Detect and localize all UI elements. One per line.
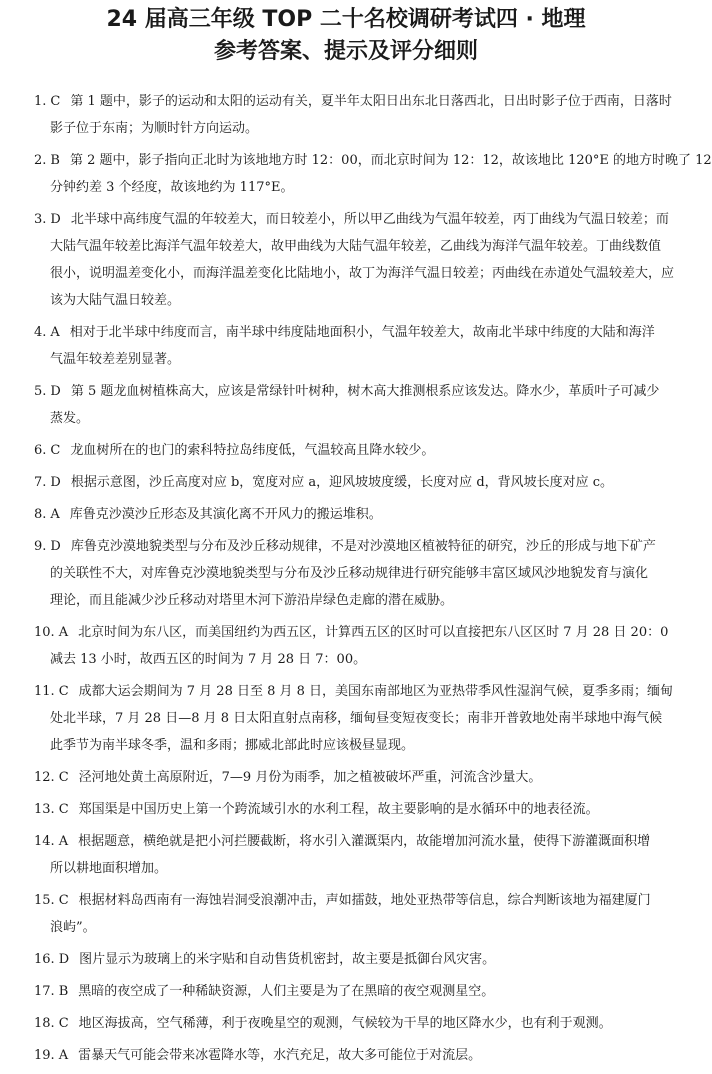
explanation-text: 库鲁克沙漠地貌类型与分布及沙丘移动规律，不是对沙漠地区植被特征的研究，沙丘的形成与地下矿产 <box>70 539 656 554</box>
answer-first-line <box>0 533 692 560</box>
question-number: 4. <box>34 325 47 340</box>
answer-item <box>0 1010 692 1037</box>
answer-choice: C <box>58 893 69 908</box>
answer-choice: C <box>58 1016 69 1031</box>
question-number: 13. <box>34 802 55 817</box>
explanation-text: 此季节为南半球冬季，温和多雨；挪威北部此时应该极昼显现。 <box>50 738 415 753</box>
explanation-text: 该为大陆气温日较差。 <box>50 293 181 308</box>
answer-choice: C <box>50 443 61 458</box>
answer-continuation-line <box>0 287 692 314</box>
explanation-text: 第 5 题龙血树植株高大，应该是常绿针叶树种，树木高大推测根系应该发达。降水少，革质叶子可减少 <box>70 384 660 399</box>
answer-first-line <box>0 469 692 496</box>
answer-choice: A <box>58 1048 69 1063</box>
answer-continuation-line <box>0 646 692 673</box>
explanation-text: 地区海拔高，空气稀薄，利于夜晚星空的观测，气候较为干旱的地区降水少，也有利于观测。 <box>78 1016 612 1031</box>
explanation-text: 北京时间为东八区，而美国纽约为西五区，计算西五区的区时可以直接把东八区区时 7 月 28 日 20：0 <box>78 625 669 640</box>
answer-continuation-line <box>0 405 692 432</box>
answer-item <box>0 946 692 973</box>
question-number: 16. <box>34 952 55 967</box>
answer-choice: A <box>50 325 60 340</box>
explanation-text: 北半球中高纬度气温的年较差大，而日较差小，所以甲乙曲线为气温年较差，丙丁曲线为气温日较差；而 <box>70 212 669 227</box>
question-number: 1. <box>34 94 47 109</box>
question-number: 12. <box>34 770 55 785</box>
explanation-text: 库鲁克沙漠沙丘形态及其演化离不开风力的搬运堆积。 <box>69 507 382 522</box>
answer-item <box>0 978 692 1005</box>
question-number: 11. <box>34 684 55 699</box>
answer-choice: D <box>50 539 61 554</box>
answer-first-line <box>0 378 692 405</box>
answer-item <box>0 678 692 759</box>
question-number: 7. <box>34 475 47 490</box>
question-number: 19. <box>34 1048 55 1063</box>
question-number: 15. <box>34 893 55 908</box>
explanation-text: 浪屿”。 <box>50 920 96 935</box>
question-number: 18. <box>34 1016 55 1031</box>
question-number: 10. <box>34 625 55 640</box>
answer-continuation-line <box>0 732 692 759</box>
answer-first-line <box>0 678 692 705</box>
answer-choice: D <box>50 475 61 490</box>
question-number: 6. <box>34 443 47 458</box>
answer-choice: A <box>58 625 69 640</box>
answer-first-line <box>0 946 692 973</box>
answer-item <box>0 88 692 142</box>
explanation-text: 根据示意图，沙丘高度对应 b，宽度对应 a，迎风坡坡度缓，长度对应 d，背风坡长度对应 c。 <box>70 475 614 490</box>
explanation-text: 很小，说明温差变化小，而海洋温差变化比陆地小，故丁为海洋气温日较差；丙曲线在赤道处气温较差大，应 <box>50 266 675 281</box>
question-number: 5. <box>34 384 47 399</box>
explanation-text: 成都大运会期间为 7 月 28 日至 8 月 8 日，美国东南部地区为亚热带季风性湿润气候，夏季多雨；缅甸 <box>78 684 674 699</box>
answer-item <box>0 619 692 673</box>
explanation-text: 第 2 题中，影子指向正北时为该地地方时 12：00，而北京时间为 12：12，故该地比 120°E 的地方时晚了 12 <box>69 153 712 168</box>
answer-continuation-line <box>0 260 692 287</box>
answer-item <box>0 206 692 314</box>
explanation-text: 蒸发。 <box>50 411 90 426</box>
answer-item <box>0 147 712 201</box>
answer-first-line <box>0 88 692 115</box>
explanation-text: 第 1 题中，影子的运动和太阳的运动有关，夏半年太阳日出东北日落西北，日出时影子位于西南，日落时 <box>70 94 672 109</box>
answer-item <box>0 501 692 528</box>
explanation-text: 的关联性不大，对库鲁克沙漠地貌类型与分布及沙丘移动规律进行研究能够丰富区域风沙地貌发育与演化 <box>50 566 649 581</box>
answer-choice: C <box>50 94 61 109</box>
answer-list <box>0 88 712 1074</box>
answer-item <box>0 887 692 941</box>
answer-continuation-line <box>0 587 692 614</box>
explanation-text: 根据材料岛西南有一海蚀岩洞受浪潮冲击，声如擂鼓，地处亚热带等信息，综合判断该地为福建厦门 <box>78 893 651 908</box>
answer-continuation-line <box>0 174 692 201</box>
answer-first-line <box>0 206 692 233</box>
page-title: 24 届高三年级 TOP 二十名校调研考试四 · 地理 <box>106 7 586 32</box>
answer-choice: A <box>58 834 69 849</box>
answer-item <box>0 437 692 464</box>
explanation-text: 理论，而且能减少沙丘移动对塔里木河下游沿岸绿色走廊的潜在威胁。 <box>50 593 454 608</box>
answer-first-line <box>0 828 692 855</box>
explanation-text: 气温年较差差别显著。 <box>50 352 181 367</box>
answer-choice: D <box>58 952 70 967</box>
answer-item <box>0 1042 692 1069</box>
answer-first-line <box>0 619 692 646</box>
answer-first-line <box>0 764 692 791</box>
answer-continuation-line <box>0 346 692 373</box>
explanation-text: 影子位于东南；为顺时针方向运动。 <box>50 121 259 136</box>
explanation-text: 根据题意，横绝就是把小河拦腰截断，将水引入灌溉渠内，故能增加河流水量，使得下游灌溉面积增 <box>78 834 651 849</box>
answer-first-line <box>0 501 692 528</box>
explanation-text: 泾河地处黄土高原附近，7—9 月份为雨季，加之植被破坏严重，河流含沙量大。 <box>78 770 542 785</box>
answer-item <box>0 378 692 432</box>
answer-continuation-line <box>0 705 692 732</box>
explanation-text: 处北半球，7 月 28 日—8 月 8 日太阳直射点南移，缅甸昼变短夜变长；南非开普敦地处南半球地中海气候 <box>50 711 663 726</box>
answer-choice: D <box>50 384 61 399</box>
explanation-text: 雷暴天气可能会带来冰雹降水等，水汽充足，故大多可能位于对流层。 <box>78 1048 482 1063</box>
answer-continuation-line <box>0 233 692 260</box>
answer-first-line <box>0 319 692 346</box>
answer-item <box>0 764 692 791</box>
answer-choice: D <box>50 212 61 227</box>
answer-continuation-line <box>0 560 692 587</box>
answer-first-line <box>0 1042 692 1069</box>
answer-continuation-line <box>0 115 692 142</box>
answer-first-line <box>0 887 692 914</box>
explanation-text: 分钟约差 3 个经度，故该地约为 117°E。 <box>50 180 294 195</box>
question-number: 3. <box>34 212 47 227</box>
answer-first-line <box>0 978 692 1005</box>
question-number: 14. <box>34 834 55 849</box>
explanation-text: 减去 13 小时，故西五区的时间为 7 月 28 日 7：00。 <box>50 652 367 667</box>
page-subtitle: 参考答案、提示及评分细则 <box>213 39 478 64</box>
answer-choice: C <box>58 684 69 699</box>
answer-continuation-line <box>0 914 692 941</box>
answer-item <box>0 319 692 373</box>
answer-choice: C <box>58 802 69 817</box>
explanation-text: 龙血树所在的也门的索科特拉岛纬度低，气温较高且降水较少。 <box>70 443 435 458</box>
answer-choice: A <box>50 507 60 522</box>
answer-choice: C <box>58 770 69 785</box>
answer-choice: B <box>50 153 60 168</box>
explanation-text: 图片显示为玻璃上的米字贴和自动售货机密封，故主要是抵御台风灾害。 <box>79 952 496 967</box>
answer-first-line <box>0 796 692 823</box>
question-number: 8. <box>34 507 47 522</box>
answer-first-line <box>0 437 692 464</box>
explanation-text: 相对于北半球中纬度而言，南半球中纬度陆地面积小，气温年较差大，故南北半球中纬度的大陆和海洋 <box>69 325 655 340</box>
answer-item <box>0 796 692 823</box>
explanation-text: 黑暗的夜空成了一种稀缺资源，人们主要是为了在黑暗的夜空观测星空。 <box>78 984 495 999</box>
answer-continuation-line <box>0 855 692 882</box>
answer-first-line <box>0 147 712 174</box>
explanation-text: 大陆气温年较差比海洋气温年较差大，故甲曲线为大陆气温年较差，乙曲线为海洋气温年较差。丁曲线数值 <box>50 239 662 254</box>
question-number: 2. <box>34 153 47 168</box>
answer-item <box>0 533 692 614</box>
explanation-text: 郑国渠是中国历史上第一个跨流域引水的水利工程，故主要影响的是水循环中的地表径流。 <box>78 802 599 817</box>
answer-item <box>0 828 692 882</box>
answer-choice: B <box>58 984 69 999</box>
question-number: 9. <box>34 539 47 554</box>
question-number: 17. <box>34 984 55 999</box>
explanation-text: 所以耕地面积增加。 <box>50 861 168 876</box>
answer-item <box>0 469 692 496</box>
answer-first-line <box>0 1010 692 1037</box>
